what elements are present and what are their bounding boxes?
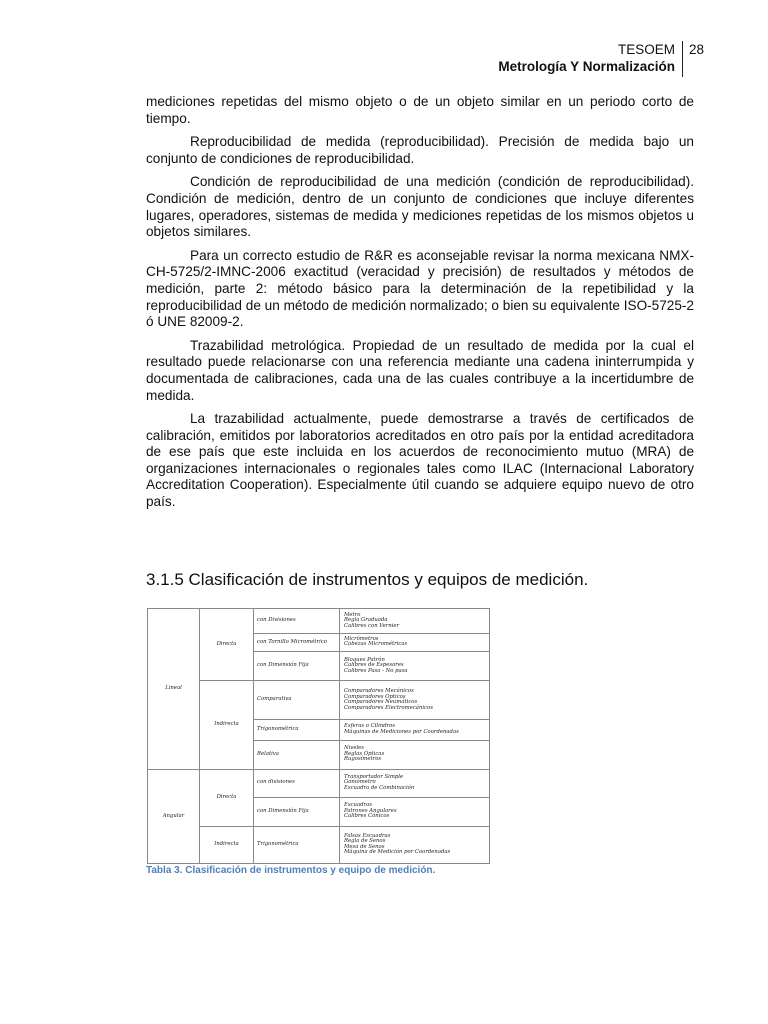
instruments-cell xyxy=(340,769,490,797)
instrument: Bloques Patrón xyxy=(344,656,385,663)
instrument: Esferas o Cilindros xyxy=(344,723,396,730)
instrument: Comparadores Neumáticos xyxy=(344,699,418,706)
header-text xyxy=(498,41,682,75)
section-heading: 3.1.5 Clasificación de instrumentos y equipos de medición. xyxy=(146,570,589,589)
instrument: Calibres Pasa - No pasa xyxy=(344,667,408,674)
type-cell: Angular xyxy=(148,769,200,863)
header-subject: Metrología Y Normalización xyxy=(498,59,675,74)
instrument: Comparadores Mecánicos xyxy=(344,687,414,694)
instrument: Máquina de Medición por Coordenadas xyxy=(344,849,451,856)
page-number: 28 xyxy=(688,42,704,57)
instrument: Goniómetro xyxy=(344,779,376,786)
instrument: Transportador Simple xyxy=(344,773,404,780)
page-header xyxy=(498,41,704,79)
subtype-cell: Trigonométrica xyxy=(254,826,340,863)
method-cell: Indirecta xyxy=(200,680,254,769)
paragraph: mediciones repetidas del mismo objeto o de un objeto similar en un periodo corto de tiempo. xyxy=(146,94,694,126)
instruments-cell xyxy=(340,740,490,769)
instrument: Escuadras xyxy=(344,802,372,809)
instrument: Escuadra de Combinación xyxy=(344,784,415,791)
subtype-cell: con Divisiones xyxy=(254,609,340,634)
type-cell: Lineal xyxy=(148,609,200,770)
instrument: Cabezas Micrométricas xyxy=(344,641,408,648)
subtype-cell: Comparativa xyxy=(254,680,340,719)
paragraph: Reproducibilidad de medida (reproducibilidad). Precisión de medida bajo un conjunto de condiciones de reproducibilidad. xyxy=(146,134,694,166)
instrument: Reglas Ópticas xyxy=(344,750,385,757)
instrument: Rugosímetros xyxy=(344,756,382,763)
method-cell: Directa xyxy=(200,609,254,681)
classification-table-figure xyxy=(147,608,489,864)
instrument: Máquinas de Mediciones por Coordenadas xyxy=(344,729,459,736)
subtype-cell: Relativa xyxy=(254,740,340,769)
instruments-cell xyxy=(340,720,490,740)
instrument: Calibres con Vernier xyxy=(344,622,400,629)
instrument: Regla Graduada xyxy=(344,617,388,624)
subtype-cell: con Dimensión Fija xyxy=(254,651,340,680)
paragraph: Para un correcto estudio de R&R es aconsejable revisar la norma mexicana NMX-CH-5725/2-IMNC-2006 exactitud (veracidad y precisión) de resultados y métodos de medición, parte 2: método básico para la determinación de la repetibilidad y la reproducibilidad de un método de medición normalizado; o bien su equivalente ISO-5725-2 ó UNE 82009-2. xyxy=(146,247,694,330)
body-text xyxy=(146,94,694,518)
instruments-cell xyxy=(340,797,490,826)
method-cell: Indirecta xyxy=(200,826,254,863)
instrument: Calibres de Espesores xyxy=(344,662,404,669)
subtype-cell: Trigonométrica xyxy=(254,720,340,740)
paragraph: Condición de reproducibilidad de una medición (condición de reproducibilidad). Condición de medición, dentro de un conjunto de condiciones que incluye diferentes lugares, operadores, sistemas de medida y mediciones repetidas de los mismos objetos u objetos similares. xyxy=(146,174,694,240)
instruments-cell xyxy=(340,826,490,863)
instrument: Falsas Escuadras xyxy=(344,832,391,839)
subtype-cell: con Tornillo Micrométrico xyxy=(254,633,340,651)
instrument: Comparadores Electromecánicos xyxy=(344,704,433,711)
instrument: Niveles xyxy=(344,745,365,752)
instrument: Patrones Angulares xyxy=(344,807,397,814)
header-org: TESOEM xyxy=(617,42,675,57)
subtype-cell: con divisiones xyxy=(254,769,340,797)
instrument: Metro xyxy=(344,611,361,618)
table-caption: Tabla 3. Clasificación de instrumentos y equipo de medición. xyxy=(146,865,436,876)
method-cell: Directa xyxy=(200,769,254,826)
paragraph: La trazabilidad actualmente, puede demostrarse a través de certificados de calibración, emitidos por laboratorios acreditados en otro país por la entidad acreditadora de ese país que este incluida en los acuerdos de reconocimiento mutuo (MRA) de organizaciones internacionales o regionales tales como ILAC (Internacional Laboratory Accreditation Cooperation). Especialmente útil cuando se adquiere equipo nuevo de otro país. xyxy=(146,411,694,510)
instruments-cell xyxy=(340,609,490,634)
instruments-cell xyxy=(340,680,490,719)
classification-table xyxy=(147,608,490,864)
instrument: Micrómetros xyxy=(344,635,379,642)
instrument: Regla de Senos xyxy=(344,838,386,845)
instrument: Mesa de Senos xyxy=(344,843,385,850)
subtype-cell: con Dimensión Fija xyxy=(254,797,340,826)
instrument: Comparadores Ópticos xyxy=(344,693,406,700)
paragraph: Trazabilidad metrológica. Propiedad de un resultado de medida por la cual el resultado puede relacionarse con una referencia mediante una cadena ininterrumpida y documentada de calibraciones, cada una de las cuales contribuye a la incertidumbre de medida. xyxy=(146,337,694,403)
instruments-cell xyxy=(340,651,490,680)
instruments-cell xyxy=(340,633,490,651)
instrument: Calibres Cónicos xyxy=(344,813,390,820)
